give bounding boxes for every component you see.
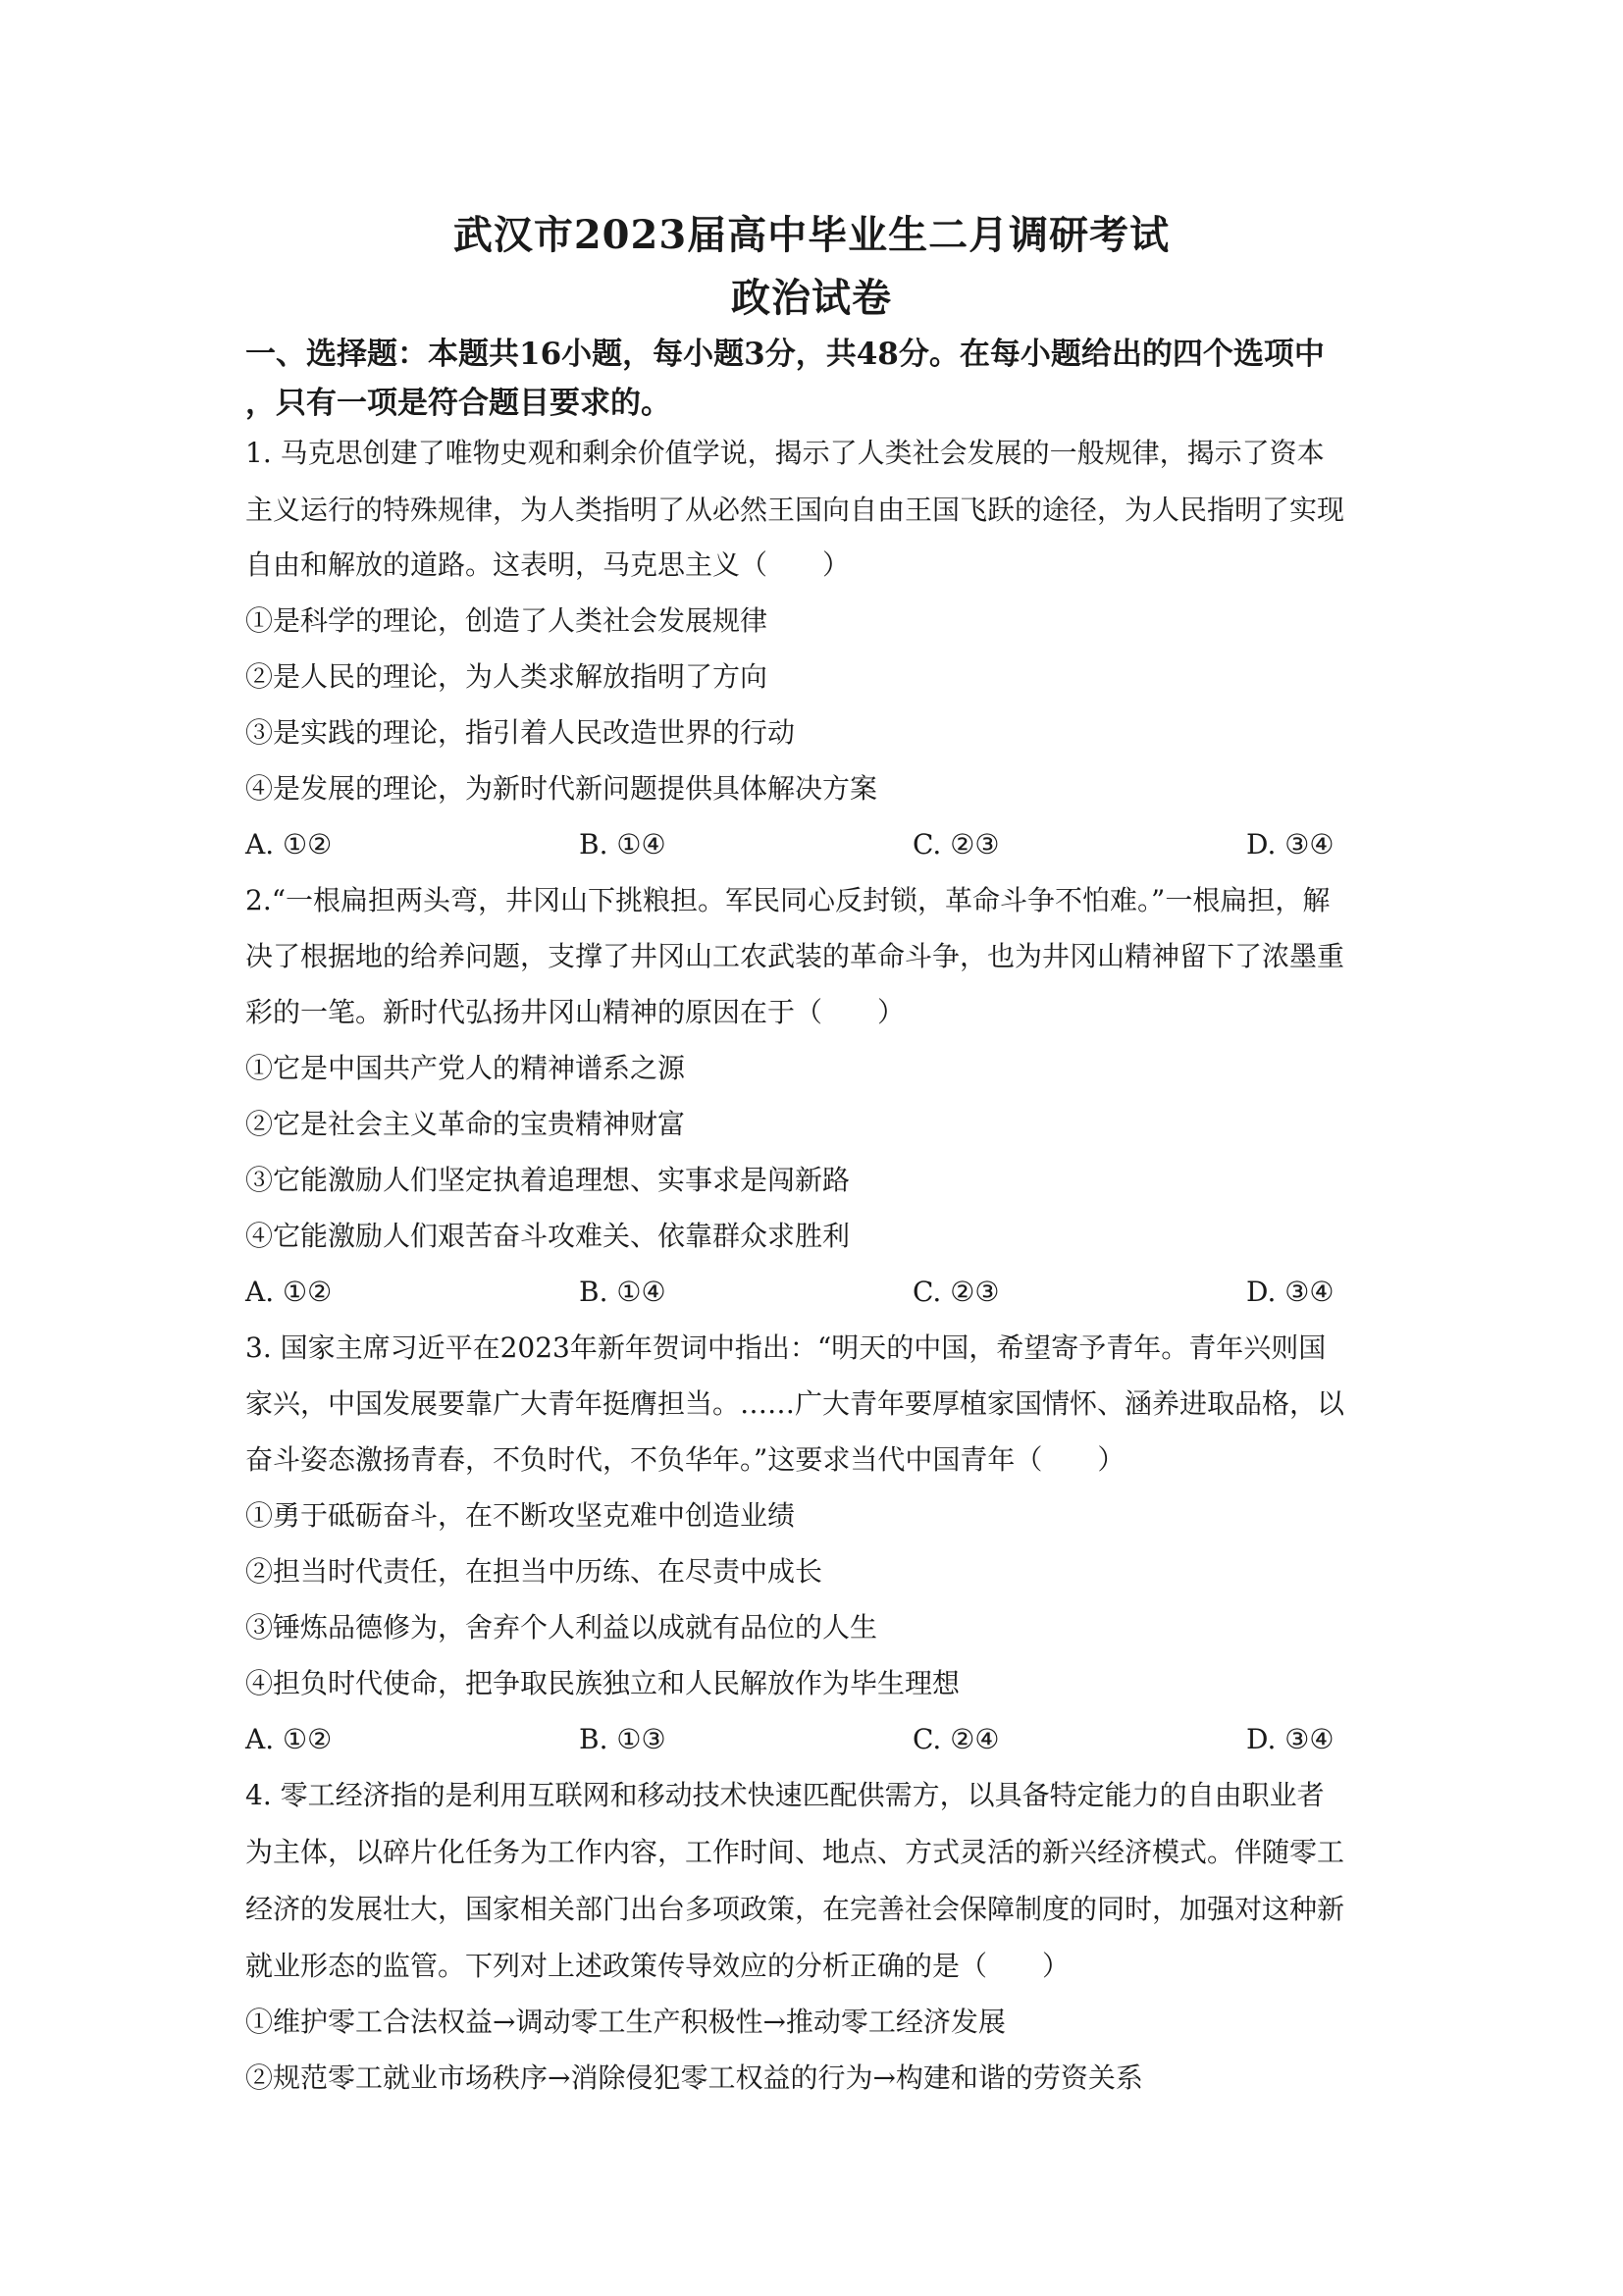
option-d: D. ③④: [1246, 828, 1335, 861]
question-1-item: ④是发展的理论，为新时代新问题提供具体解决方案: [245, 772, 878, 805]
section-heading-line: ，只有一项是符合题目要求的。: [245, 386, 671, 421]
question-3-stem-line: 奋斗姿态激扬青春，不负时代，不负华年。”这要求当代中国青年（ ）: [245, 1443, 1126, 1476]
question-3-stem-line: 3. 国家主席习近平在2023年新年贺词中指出：“明天的中国，希望寄予青年。青年兴则国: [245, 1331, 1327, 1364]
option-a: A. ①②: [245, 828, 333, 861]
question-4-stem-line: 4. 零工经济指的是利用互联网和移动技术快速匹配供需方，以具备特定能力的自由职业者: [245, 1779, 1325, 1811]
option-a: A. ①②: [245, 1276, 333, 1308]
question-4-item: ②规范零工就业市场秩序→消除侵犯零工权益的行为→构建和谐的劳资关系: [245, 2061, 1143, 2094]
option-b: B. ①④: [579, 1276, 666, 1308]
option-c: C. ②③: [913, 828, 1000, 861]
question-4-stem-line: 就业形态的监管。下列对上述政策传导效应的分析正确的是（ ）: [245, 1950, 1071, 1982]
option-b: B. ①④: [579, 828, 666, 861]
exam-title: 武汉市2023届高中毕业生二月调研考试: [452, 212, 1171, 258]
question-4-item: ①维护零工合法权益→调动零工生产积极性→推动零工经济发展: [245, 2006, 1006, 2038]
question-4-stem-line: 经济的发展壮大，国家相关部门出台多项政策，在完善社会保障制度的同时，加强对这种新: [245, 1893, 1345, 1925]
section-heading-line: 一、选择题：本题共16小题，每小题3分，共48分。在每小题给出的四个选项中: [245, 337, 1325, 372]
option-a: A. ①②: [245, 1723, 333, 1755]
question-3-item: ④担负时代使命，把争取民族独立和人民解放作为毕生理想: [245, 1667, 961, 1699]
section-heading: [245, 330, 1384, 428]
option-d: D. ③④: [1246, 1723, 1335, 1755]
question-1-item: ①是科学的理论，创造了人类社会发展规律: [245, 604, 768, 637]
question-1-stem-line: 主义运行的特殊规律，为人类指明了从必然王国向自由王国飞跃的途径，为人民指明了实现: [245, 494, 1345, 526]
question-2-item: ②它是社会主义革命的宝贵精神财富: [245, 1108, 686, 1140]
exam-subtitle: 政治试卷: [731, 275, 892, 321]
option-c: C. ②③: [913, 1276, 1000, 1308]
question-3-item: ②担当时代责任，在担当中历练、在尽责中成长: [245, 1555, 823, 1588]
option-b: B. ①③: [579, 1723, 666, 1755]
option-c: C. ②④: [913, 1723, 1000, 1755]
question-2-item: ③它能激励人们坚定执着追理想、实事求是闯新路: [245, 1164, 851, 1196]
question-3-stem-line: 家兴，中国发展要靠广大青年挺膺担当。……广大青年要厚植家国情怀、涵养进取品格，以: [245, 1387, 1345, 1420]
question-1-item: ③是实践的理论，指引着人民改造世界的行动: [245, 716, 796, 749]
question-4-stem-line: 为主体，以碎片化任务为工作内容，工作时间、地点、方式灵活的新兴经济模式。伴随零工: [245, 1836, 1345, 1868]
question-1-stem-line: 1. 马克思创建了唯物史观和剩余价值学说，揭示了人类社会发展的一般规律，揭示了资本: [245, 437, 1325, 469]
question-2-item: ④它能激励人们艰苦奋斗攻难关、依靠群众求胜利: [245, 1220, 851, 1252]
question-3-item: ①勇于砥砺奋斗，在不断攻坚克难中创造业绩: [245, 1499, 796, 1532]
question-1-item: ②是人民的理论，为人类求解放指明了方向: [245, 660, 768, 693]
question-2-stem-line: 彩的一笔。新时代弘扬井冈山精神的原因在于（ ）: [245, 996, 906, 1028]
question-3-item: ③锤炼品德修为，舍弃个人利益以成就有品位的人生: [245, 1611, 878, 1644]
question-2-item: ①它是中国共产党人的精神谱系之源: [245, 1052, 686, 1084]
question-2-stem-line: 2.“一根扁担两头弯，井冈山下挑粮担。军民同心反封锁，革命斗争不怕难。”一根扁担，解: [245, 884, 1331, 916]
option-d: D. ③④: [1246, 1276, 1335, 1308]
question-2-stem-line: 决了根据地的给养问题，支撑了井冈山工农武装的革命斗争，也为井冈山精神留下了浓墨重: [245, 940, 1345, 972]
question-1-stem-line: 自由和解放的道路。这表明，马克思主义（ ）: [245, 548, 851, 581]
